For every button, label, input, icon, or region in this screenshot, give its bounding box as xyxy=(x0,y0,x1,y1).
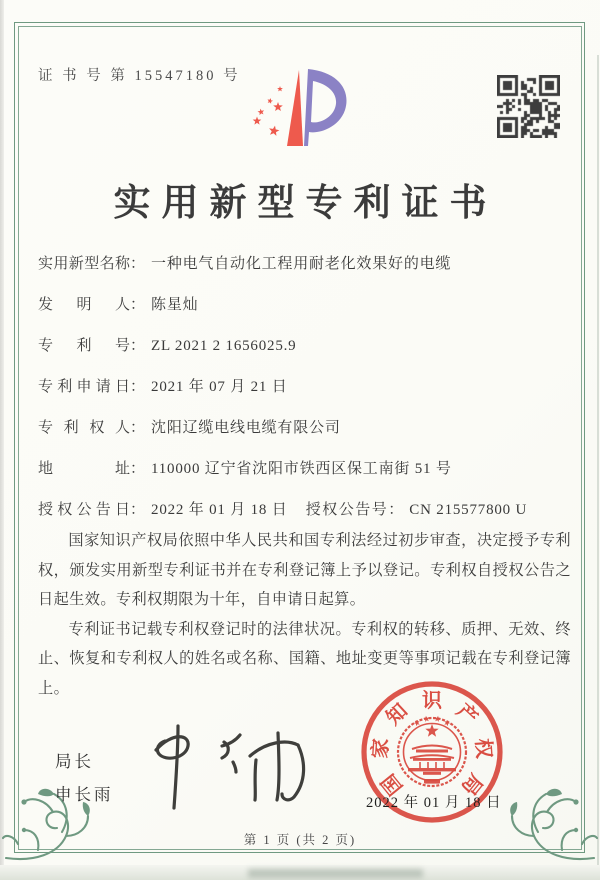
field-row-name xyxy=(38,251,572,277)
grant-date-group xyxy=(38,497,302,523)
field-value: 一种电气自动化工程用耐老化效果好的电缆 xyxy=(151,256,452,272)
grant-date-label: 授权公告日 xyxy=(38,502,130,518)
field-separator: ： xyxy=(130,379,146,395)
certificate-title: 实用新型专利证书 xyxy=(113,183,498,224)
grant-date-value: 2022 年 01 月 18 日 xyxy=(151,502,288,518)
grant-number-value: CN 215577800 U xyxy=(409,502,528,518)
field-separator: ： xyxy=(130,297,146,313)
field-value: 沈阳辽缆电线电缆有限公司 xyxy=(151,420,341,436)
field-separator: ： xyxy=(130,256,146,272)
field-row-patent-number xyxy=(38,333,572,359)
field-separator: ： xyxy=(130,461,146,477)
grant-number-label: 授权公告号 xyxy=(305,502,389,518)
field-row-filing-date xyxy=(38,374,572,400)
svg-text:识: 识 xyxy=(422,690,442,712)
legal-paragraph-1: 国家知识产权局依照中华人民共和国专利法经过初步审查，决定授予专利权，颁发实用新型专利证书并在专利登记簿上予以登记。专利权自授权公告之日起生效。专利权期限为十年，自申请日起算。 xyxy=(38,532,571,608)
field-label: 地址 xyxy=(38,461,130,477)
signer-name: 申长雨 xyxy=(55,785,114,804)
qr-code xyxy=(497,75,560,138)
page-footer: 第 1 页 (共 2 页) xyxy=(243,833,357,847)
field-label: 专利申请日 xyxy=(38,379,130,395)
field-separator: ： xyxy=(388,502,404,518)
field-separator: ： xyxy=(130,502,146,518)
field-value: 110000 辽宁省沈阳市铁西区保工南街 51 号 xyxy=(151,461,452,477)
scan-edge-left xyxy=(0,0,4,880)
handwritten-signature-icon xyxy=(138,720,326,812)
national-emblem-gate xyxy=(408,746,456,784)
svg-text:权: 权 xyxy=(471,737,495,760)
grant-number-group xyxy=(302,502,527,518)
field-row-grant xyxy=(38,497,572,523)
field-separator: ： xyxy=(130,338,146,354)
signer-block xyxy=(55,745,114,811)
svg-text:知: 知 xyxy=(382,699,413,730)
svg-text:家: 家 xyxy=(369,737,393,760)
seal-date: 2022 年 01 月 18 日 xyxy=(366,795,502,811)
field-row-inventor xyxy=(38,292,572,318)
cnipa-logo-icon xyxy=(247,64,359,156)
next-page-smudge xyxy=(248,869,423,878)
svg-text:局: 局 xyxy=(456,769,487,799)
field-value: ZL 2021 2 1656025.9 xyxy=(151,338,297,354)
certificate-fields xyxy=(38,251,572,538)
field-row-patentee xyxy=(38,415,572,441)
field-row-address xyxy=(38,456,572,482)
field-value: 2021 年 07 月 21 日 xyxy=(151,379,288,395)
certificate-number: 证 书 号 第 15547180 号 xyxy=(38,68,241,84)
field-label: 专利号 xyxy=(38,338,130,354)
corner-ornament-bottom-right-icon xyxy=(502,782,598,866)
field-separator: ： xyxy=(130,420,146,436)
svg-text:产: 产 xyxy=(451,699,482,730)
legal-paragraph-2: 专利证书记载专利权登记时的法律状况。专利权的转移、质押、无效、终止、恢复和专利权人的姓名或名称、国籍、地址变更等事项记载在专利登记簿上。 xyxy=(38,620,571,697)
svg-text:国: 国 xyxy=(377,769,408,799)
field-label: 发明人 xyxy=(38,297,130,313)
field-label: 实用新型名称 xyxy=(38,256,130,272)
field-value: 陈星灿 xyxy=(151,297,199,313)
field-label: 专利权人 xyxy=(38,420,130,436)
signer-title: 局长 xyxy=(55,752,94,771)
